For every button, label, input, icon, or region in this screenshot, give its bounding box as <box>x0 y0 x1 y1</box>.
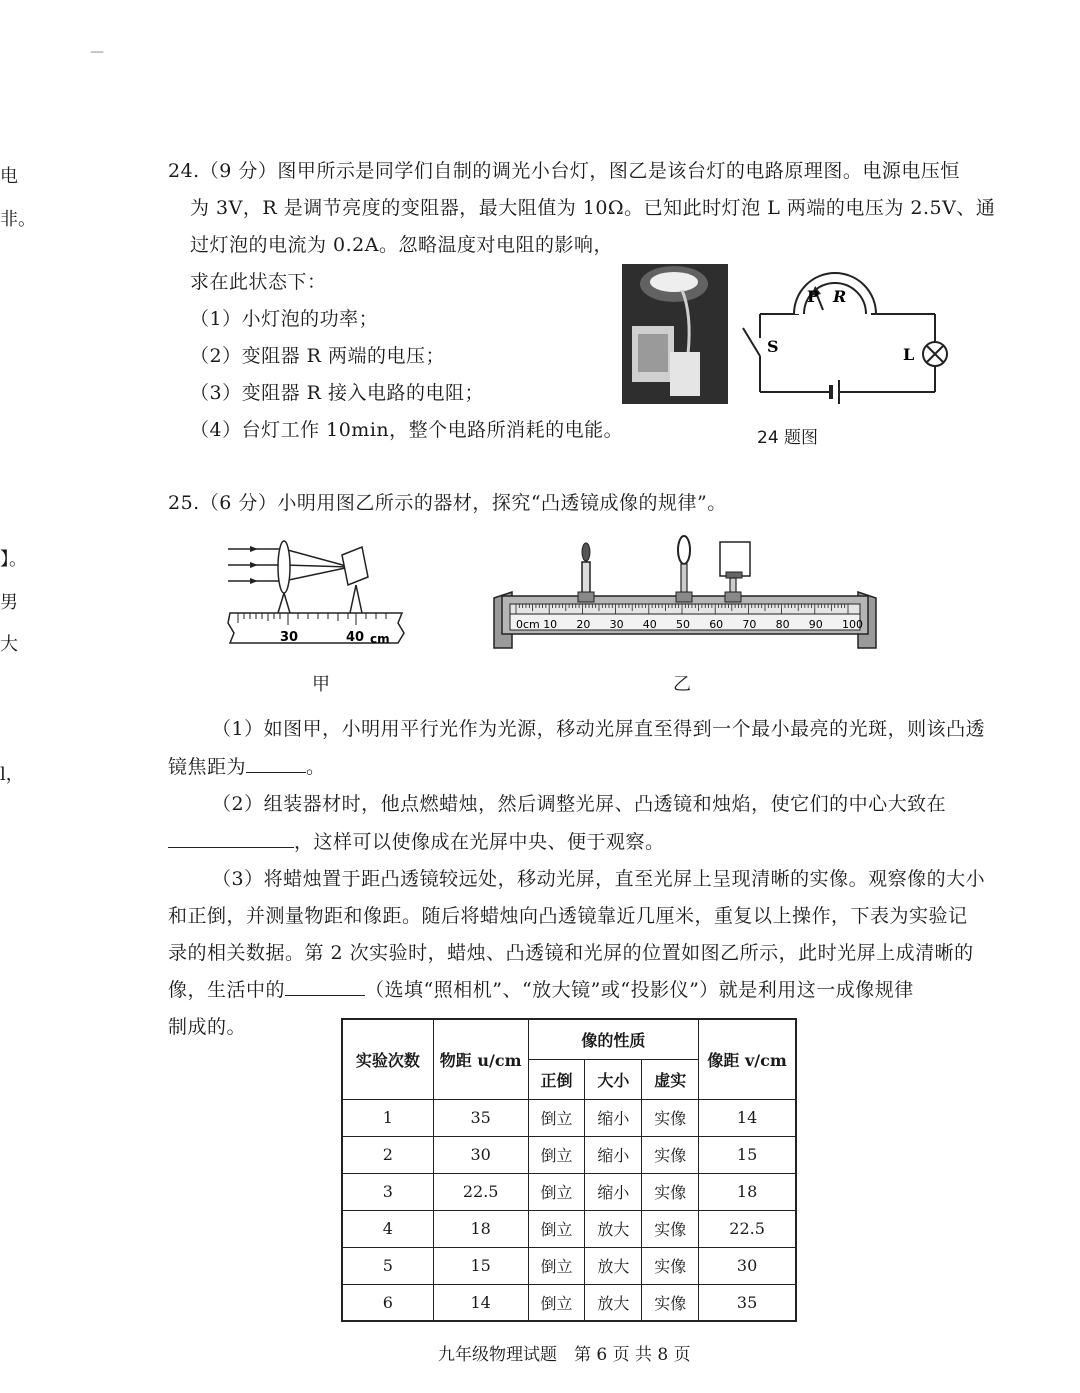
table-cell: 倒立 <box>528 1099 585 1136</box>
figure-jia-caption: 甲 <box>312 674 330 695</box>
table-cell: 22.5 <box>433 1173 528 1210</box>
answer-blank-1[interactable] <box>246 754 306 773</box>
table-cell: 14 <box>433 1284 528 1321</box>
label-L: L <box>903 345 915 364</box>
table-cell: 放大 <box>585 1210 642 1247</box>
label-S: S <box>767 337 779 356</box>
q24-line-4: 求在此状态下： <box>190 271 327 293</box>
circuit-diagram <box>735 268 955 408</box>
page-footer: 九年级物理试题 第 6 页 共 8 页 <box>438 1345 691 1365</box>
margin-fragment: 大 <box>0 634 18 655</box>
label-P: P <box>807 287 820 306</box>
bench-tick-label: 80 <box>775 618 790 631</box>
table-cell: 缩小 <box>585 1099 642 1136</box>
table-cell: 22.5 <box>699 1210 796 1247</box>
candle-flame-icon <box>582 543 590 561</box>
q25-line-1: 25.（6 分）小明用图乙所示的器材，探究“凸透镜成像的规律”。 <box>168 492 727 514</box>
q24-item-3: （3）变阻器 R 接入电路的电阻； <box>190 382 484 404</box>
table-row <box>342 1247 796 1284</box>
bench-tick-label: 70 <box>742 618 757 631</box>
convex-lens-icon <box>278 541 290 593</box>
label-R: R <box>833 287 847 306</box>
table-cell: 实像 <box>642 1284 699 1321</box>
lamp-photo <box>622 264 728 404</box>
page-mark: — <box>90 44 104 60</box>
figure-jia <box>222 533 412 661</box>
q25-p1-line-1: （1）如图甲，小明用平行光作为光源，移动光屏直至得到一个最小最亮的光斑，则该凸透 <box>212 718 986 740</box>
table-cell: 18 <box>699 1173 796 1210</box>
q24-line-2: 为 3V，R 是调节亮度的变阻器，最大阻值为 10Ω。已知此时灯泡 L 两端的电压为 2.5V、通 <box>190 197 996 219</box>
answer-blank-2[interactable] <box>168 829 294 848</box>
table-cell: 4 <box>342 1210 433 1247</box>
table-cell: 实像 <box>642 1136 699 1173</box>
figure-yi-caption: 乙 <box>673 674 691 695</box>
table-cell: 倒立 <box>528 1136 585 1173</box>
experiment-table <box>341 1018 797 1322</box>
q25-p2-line-2: ，这样可以使像成在光屏中央、便于观察。 <box>168 827 665 854</box>
table-cell: 倒立 <box>528 1210 585 1247</box>
table-cell: 倒立 <box>528 1173 585 1210</box>
q25-p3-line-4: 像，生活中的 （选填“照相机”、“放大镜”或“投影仪”）就是利用这一成像规律 <box>168 979 914 1001</box>
bench-tick-label: 20 <box>576 618 591 631</box>
table-cell: 5 <box>342 1247 433 1284</box>
q25-p3-line-3: 录的相关数据。第 2 次实验时，蜡烛、凸透镜和光屏的位置如图乙所示，此时光屏上成清晰的 <box>168 942 974 964</box>
screen-icon <box>342 547 368 585</box>
table-row <box>342 1210 796 1247</box>
answer-blank-3[interactable] <box>285 977 365 996</box>
header-image-distance: 像距 v/cm <box>699 1019 796 1099</box>
q24-item-4: （4）台灯工作 10min，整个电路所消耗的电能。 <box>190 419 624 441</box>
q25-p3-line-1: （3）将蜡烛置于距凸透镜较远处，移动光屏，直至光屏上呈现清晰的实像。观察像的大小 <box>212 868 986 890</box>
svg-text:30: 30 <box>280 630 299 645</box>
table-cell: 倒立 <box>528 1284 585 1321</box>
bench-tick-label: 100 <box>842 618 863 631</box>
table-row <box>342 1173 796 1210</box>
table-cell: 15 <box>433 1247 528 1284</box>
table-cell: 放大 <box>585 1284 642 1321</box>
table-cell: 实像 <box>642 1210 699 1247</box>
table-cell: 实像 <box>642 1247 699 1284</box>
table-cell: 倒立 <box>528 1247 585 1284</box>
table-cell: 2 <box>342 1136 433 1173</box>
lens-icon <box>678 536 690 564</box>
table-cell: 3 <box>342 1173 433 1210</box>
figure-yi-optical-bench <box>488 532 882 652</box>
table-cell: 6 <box>342 1284 433 1321</box>
header-real-virtual: 虚实 <box>642 1059 699 1099</box>
table-cell: 14 <box>699 1099 796 1136</box>
header-image-nature: 像的性质 <box>528 1019 699 1059</box>
table-cell: 缩小 <box>585 1136 642 1173</box>
table-cell: 放大 <box>585 1247 642 1284</box>
q24-line-3: 过灯泡的电流为 0.2A。忽略温度对电阻的影响， <box>190 234 613 256</box>
margin-fragment: 非。 <box>0 209 36 230</box>
table-cell: 18 <box>433 1210 528 1247</box>
table-cell: 15 <box>699 1136 796 1173</box>
q25-p2-line-1: （2）组装器材时，他点燃蜡烛，然后调整光屏、凸透镜和烛焰，使它们的中心大致在 <box>212 793 947 815</box>
margin-fragment: l， <box>0 764 24 785</box>
table-cell: 35 <box>433 1099 528 1136</box>
margin-fragment: 】。 <box>0 549 27 570</box>
switch-icon <box>743 328 760 356</box>
header-object-distance: 物距 u/cm <box>433 1019 528 1099</box>
header-orientation: 正倒 <box>528 1059 585 1099</box>
table-cell: 1 <box>342 1099 433 1136</box>
svg-text:cm: cm <box>370 632 390 646</box>
table-cell: 缩小 <box>585 1173 642 1210</box>
table-cell: 实像 <box>642 1099 699 1136</box>
bench-tick-label: 60 <box>709 618 724 631</box>
table-row <box>342 1136 796 1173</box>
bench-tick-label: 90 <box>808 618 823 631</box>
bench-tick-label: 30 <box>609 618 624 631</box>
header-size: 大小 <box>585 1059 642 1099</box>
svg-text:40: 40 <box>346 630 365 645</box>
header-trial: 实验次数 <box>342 1019 433 1099</box>
table-cell: 30 <box>433 1136 528 1173</box>
bench-tick-label: 0cm <box>516 618 540 631</box>
margin-fragment: 男 <box>0 592 18 613</box>
q24-figure-caption: 24 题图 <box>757 428 819 448</box>
bench-tick-label: 40 <box>642 618 657 631</box>
table-cell: 30 <box>699 1247 796 1284</box>
bench-tick-label: 10 <box>543 618 558 631</box>
q24-line-1: 24.（9 分）图甲所示是同学们自制的调光小台灯，图乙是该台灯的电路原理图。电源电压恒 <box>168 160 960 182</box>
table-row <box>342 1099 796 1136</box>
q25-p3-line-2: 和正倒，并测量物距和像距。随后将蜡烛向凸透镜靠近几厘米，重复以上操作，下表为实验记 <box>168 905 968 927</box>
table-row <box>342 1284 796 1321</box>
q24-item-2: （2）变阻器 R 两端的电压； <box>190 345 445 367</box>
bench-tick-label: 50 <box>676 618 690 631</box>
q24-item-1: （1）小灯泡的功率； <box>190 308 379 330</box>
margin-fragment: 电 <box>0 166 18 187</box>
q25-p3-line-5: 制成的。 <box>168 1016 247 1038</box>
table-cell: 实像 <box>642 1173 699 1210</box>
table-cell: 35 <box>699 1284 796 1321</box>
screen-icon <box>720 542 750 576</box>
q25-p1-line-2: 镜焦距为 。 <box>168 756 326 778</box>
